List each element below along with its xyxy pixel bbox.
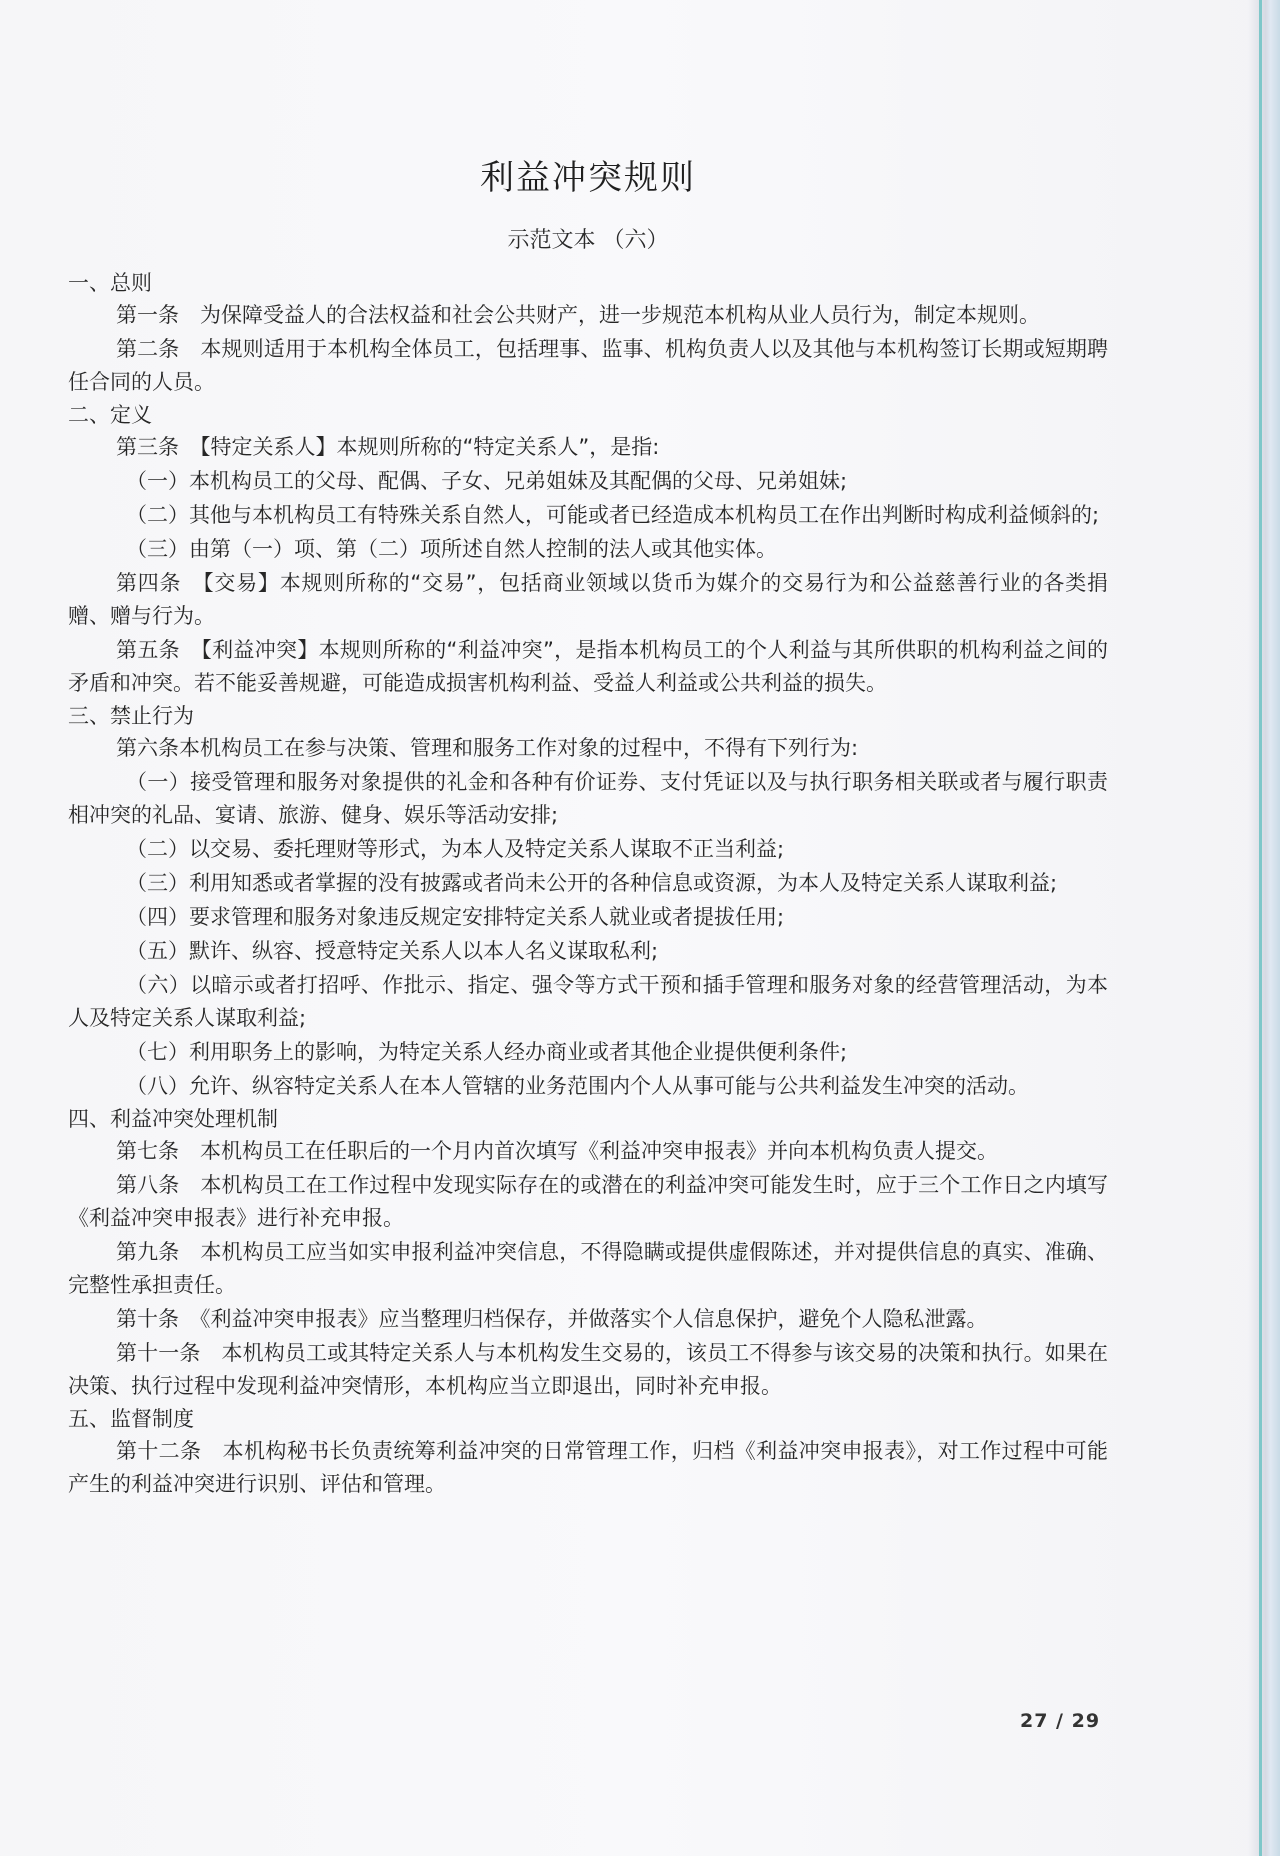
list-item: （三）利用知悉或者掌握的没有披露或者尚未公开的各种信息或资源，为本人及特定关系人谋取利益; <box>126 871 1058 895</box>
article-paragraph: 第一条 为保障受益人的合法权益和社会公共财产，进一步规范本机构从业人员行为，制定本规则。 <box>116 303 1040 327</box>
list-item: （一）本机构员工的父母、配偶、子女、兄弟姐妹及其配偶的父母、兄弟姐妹; <box>126 469 848 493</box>
document-title: 利益冲突规则 <box>480 158 696 198</box>
page-edge-shadow <box>1248 0 1280 1856</box>
list-item: （七）利用职务上的影响，为特定关系人经办商业或者其他企业提供便利条件; <box>126 1040 848 1064</box>
page-number: 27 / 29 <box>1020 1710 1101 1732</box>
list-item: （二）以交易、委托理财等形式，为本人及特定关系人谋取不正当利益; <box>126 837 785 861</box>
article-paragraph: 第十二条 本机构秘书长负责统筹利益冲突的日常管理工作，归档《利益冲突申报表》，对工作过程中可能产生的利益冲突进行识别、评估和管理。 <box>68 1439 1108 1496</box>
list-item: （一）接受管理和服务对象提供的礼金和各种有价证券、支付凭证以及与执行职务相关联或者与履行职责相冲突的礼品、宴请、旅游、健身、娱乐等活动安排; <box>68 770 1108 827</box>
list-item: （二）其他与本机构员工有特殊关系自然人，可能或者已经造成本机构员工在作出判断时构成利益倾斜的; <box>126 503 1100 527</box>
document-subtitle: 示范文本 （六） <box>507 228 669 253</box>
list-item: （四）要求管理和服务对象违反规定安排特定关系人就业或者提拔任用; <box>126 905 785 929</box>
list-item: （八）允许、纵容特定关系人在本人管辖的业务范围内个人从事可能与公共利益发生冲突的活动。 <box>126 1074 1029 1098</box>
article-paragraph: 第九条 本机构员工应当如实申报利益冲突信息，不得隐瞒或提供虚假陈述，并对提供信息的真实、准确、完整性承担责任。 <box>68 1240 1108 1297</box>
list-item: （六）以暗示或者打招呼、作批示、指定、强令等方式干预和插手管理和服务对象的经营管理活动，为本人及特定关系人谋取利益; <box>68 973 1108 1030</box>
section-heading: 三、禁止行为 <box>68 704 194 728</box>
article-paragraph: 第六条本机构员工在参与决策、管理和服务工作对象的过程中，不得有下列行为: <box>116 736 859 760</box>
section-heading: 四、利益冲突处理机制 <box>68 1107 278 1131</box>
article-paragraph: 第三条 【特定关系人】本规则所称的“特定关系人”，是指: <box>116 435 660 459</box>
list-item: （五）默许、纵容、授意特定关系人以本人名义谋取私利; <box>126 939 659 963</box>
binding-edge-line <box>1259 0 1262 1856</box>
article-paragraph: 第五条 【利益冲突】本规则所称的“利益冲突”，是指本机构员工的个人利益与其所供职的机构利益之间的矛盾和冲突。若不能妥善规避，可能造成损害机构利益、受益人利益或公共利益的损失。 <box>68 638 1108 695</box>
article-paragraph: 第八条 本机构员工在工作过程中发现实际存在的或潜在的利益冲突可能发生时，应于三个工作日之内填写《利益冲突申报表》进行补充申报。 <box>68 1173 1108 1230</box>
list-item: （三）由第（一）项、第（二）项所述自然人控制的法人或其他实体。 <box>126 537 777 561</box>
section-heading: 二、定义 <box>68 403 152 427</box>
article-paragraph: 第七条 本机构员工在任职后的一个月内首次填写《利益冲突申报表》并向本机构负责人提交。 <box>116 1139 998 1163</box>
section-heading: 五、监督制度 <box>68 1407 194 1431</box>
article-paragraph: 第十条 《利益冲突申报表》应当整理归档保存，并做落实个人信息保护，避免个人隐私泄露。 <box>116 1307 988 1331</box>
document-body <box>68 150 1108 1502</box>
article-paragraph: 第四条 【交易】本规则所称的“交易”，包括商业领域以货币为媒介的交易行为和公益慈善行业的各类捐赠、赠与行为。 <box>68 571 1108 628</box>
article-paragraph: 第二条 本规则适用于本机构全体员工，包括理事、监事、机构负责人以及其他与本机构签订长期或短期聘任合同的人员。 <box>68 337 1108 394</box>
section-heading: 一、总则 <box>68 271 152 295</box>
article-paragraph: 第十一条 本机构员工或其特定关系人与本机构发生交易的，该员工不得参与该交易的决策和执行。如果在决策、执行过程中发现利益冲突情形，本机构应当立即退出，同时补充申报。 <box>68 1341 1108 1398</box>
